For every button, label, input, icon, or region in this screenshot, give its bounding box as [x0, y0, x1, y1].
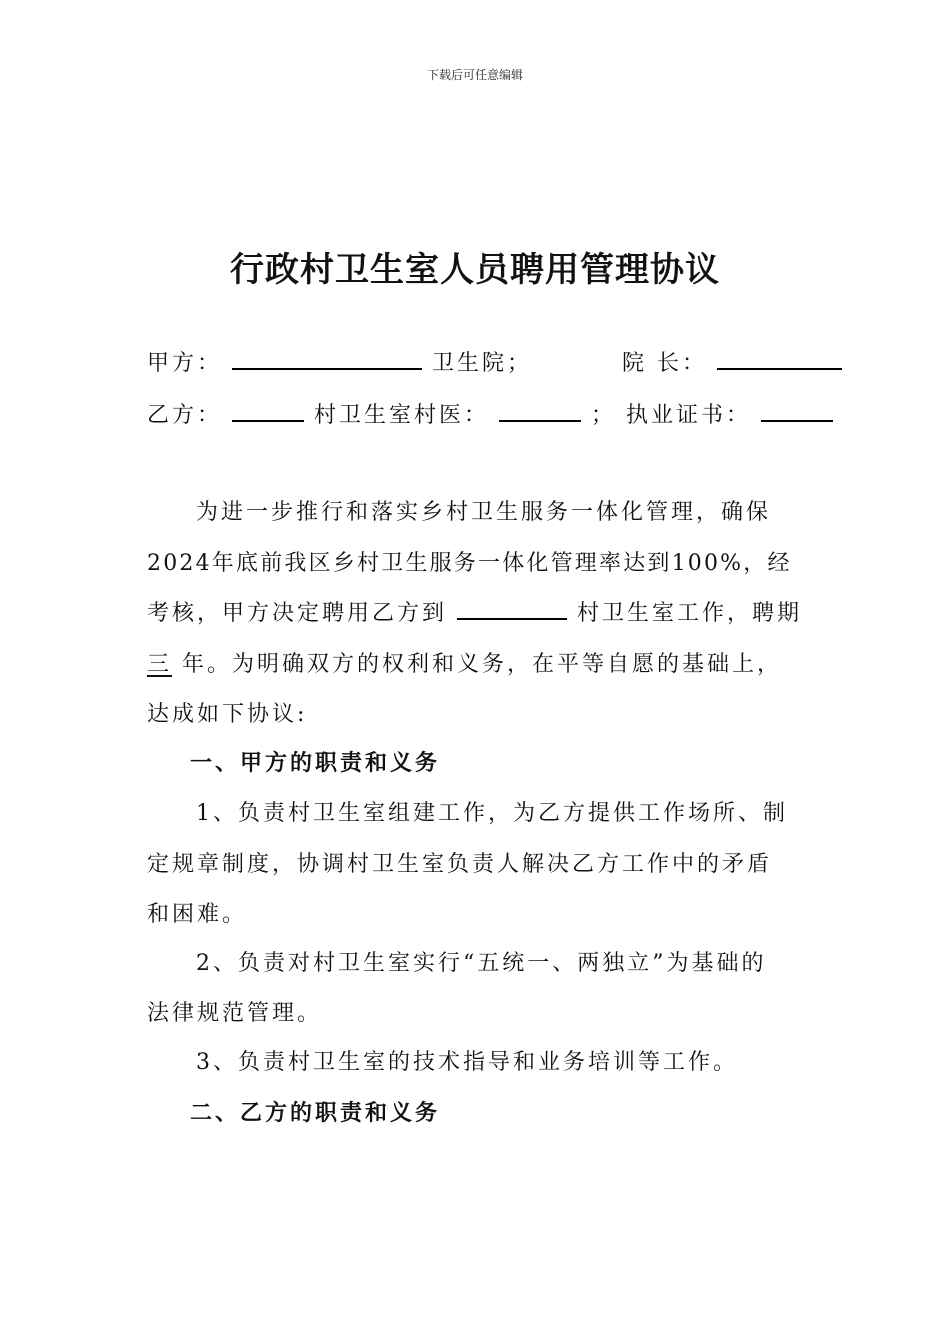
intro-line-5: 达成如下协议: — [147, 702, 308, 727]
term-years: 三 — [147, 652, 173, 677]
section-2-heading: 二、乙方的职责和义务 — [190, 1101, 441, 1126]
party-b-line — [147, 398, 833, 429]
party-a-label: 甲方： — [147, 351, 223, 376]
director-blank — [717, 350, 842, 370]
s1-item2-line2: 法律规范管理。 — [147, 1001, 323, 1026]
s1-item1-line2: 定规章制度，协调村卫生室负责人解决乙方工作中的矛盾 — [147, 852, 773, 877]
doctor-label: 村卫生室村医： — [314, 403, 490, 428]
director-label: 院 长： — [622, 351, 708, 376]
doctor-blank — [499, 402, 581, 422]
intro-line-3a: 考核，甲方决定聘用乙方到 — [147, 601, 448, 626]
intro-line-2: 2024年底前我区乡村卫生服务一体化管理率达到100%，经 — [147, 551, 792, 576]
license-blank — [761, 402, 833, 422]
section-1-heading: 一、甲方的职责和义务 — [190, 751, 441, 776]
party-b-separator: ； — [591, 403, 617, 428]
village-blank — [457, 600, 567, 620]
s1-item1-line1: 1、负责村卫生室组建工作，为乙方提供工作场所、制 — [196, 801, 788, 826]
party-a-blank — [232, 350, 422, 370]
header-note: 下载后可任意编辑 — [426, 68, 523, 82]
party-b-blank — [232, 402, 304, 422]
s1-item1-line3: 和困难。 — [147, 902, 248, 927]
intro-line-4-rest: 年。为明确双方的权利和义务，在平等自愿的基础上， — [182, 652, 783, 677]
intro-line-4 — [147, 647, 782, 678]
license-label: 执业证书： — [626, 403, 752, 428]
hospital-suffix: 卫生院； — [432, 351, 533, 376]
s1-item3-line1: 3、负责村卫生室的技术指导和业务培训等工作。 — [196, 1050, 738, 1075]
s1-item2-line1: 2、负责对村卫生室实行“五统一、两独立”为基础的 — [196, 951, 767, 976]
party-a-line — [147, 346, 842, 377]
document-title: 行政村卫生室人员聘用管理协议 — [230, 250, 720, 290]
intro-line-3b: 村卫生室工作，聘期 — [577, 601, 803, 626]
intro-line-1: 为进一步推行和落实乡村卫生服务一体化管理，确保 — [196, 500, 772, 525]
intro-line-3 — [147, 596, 802, 627]
party-b-label: 乙方： — [147, 403, 223, 428]
